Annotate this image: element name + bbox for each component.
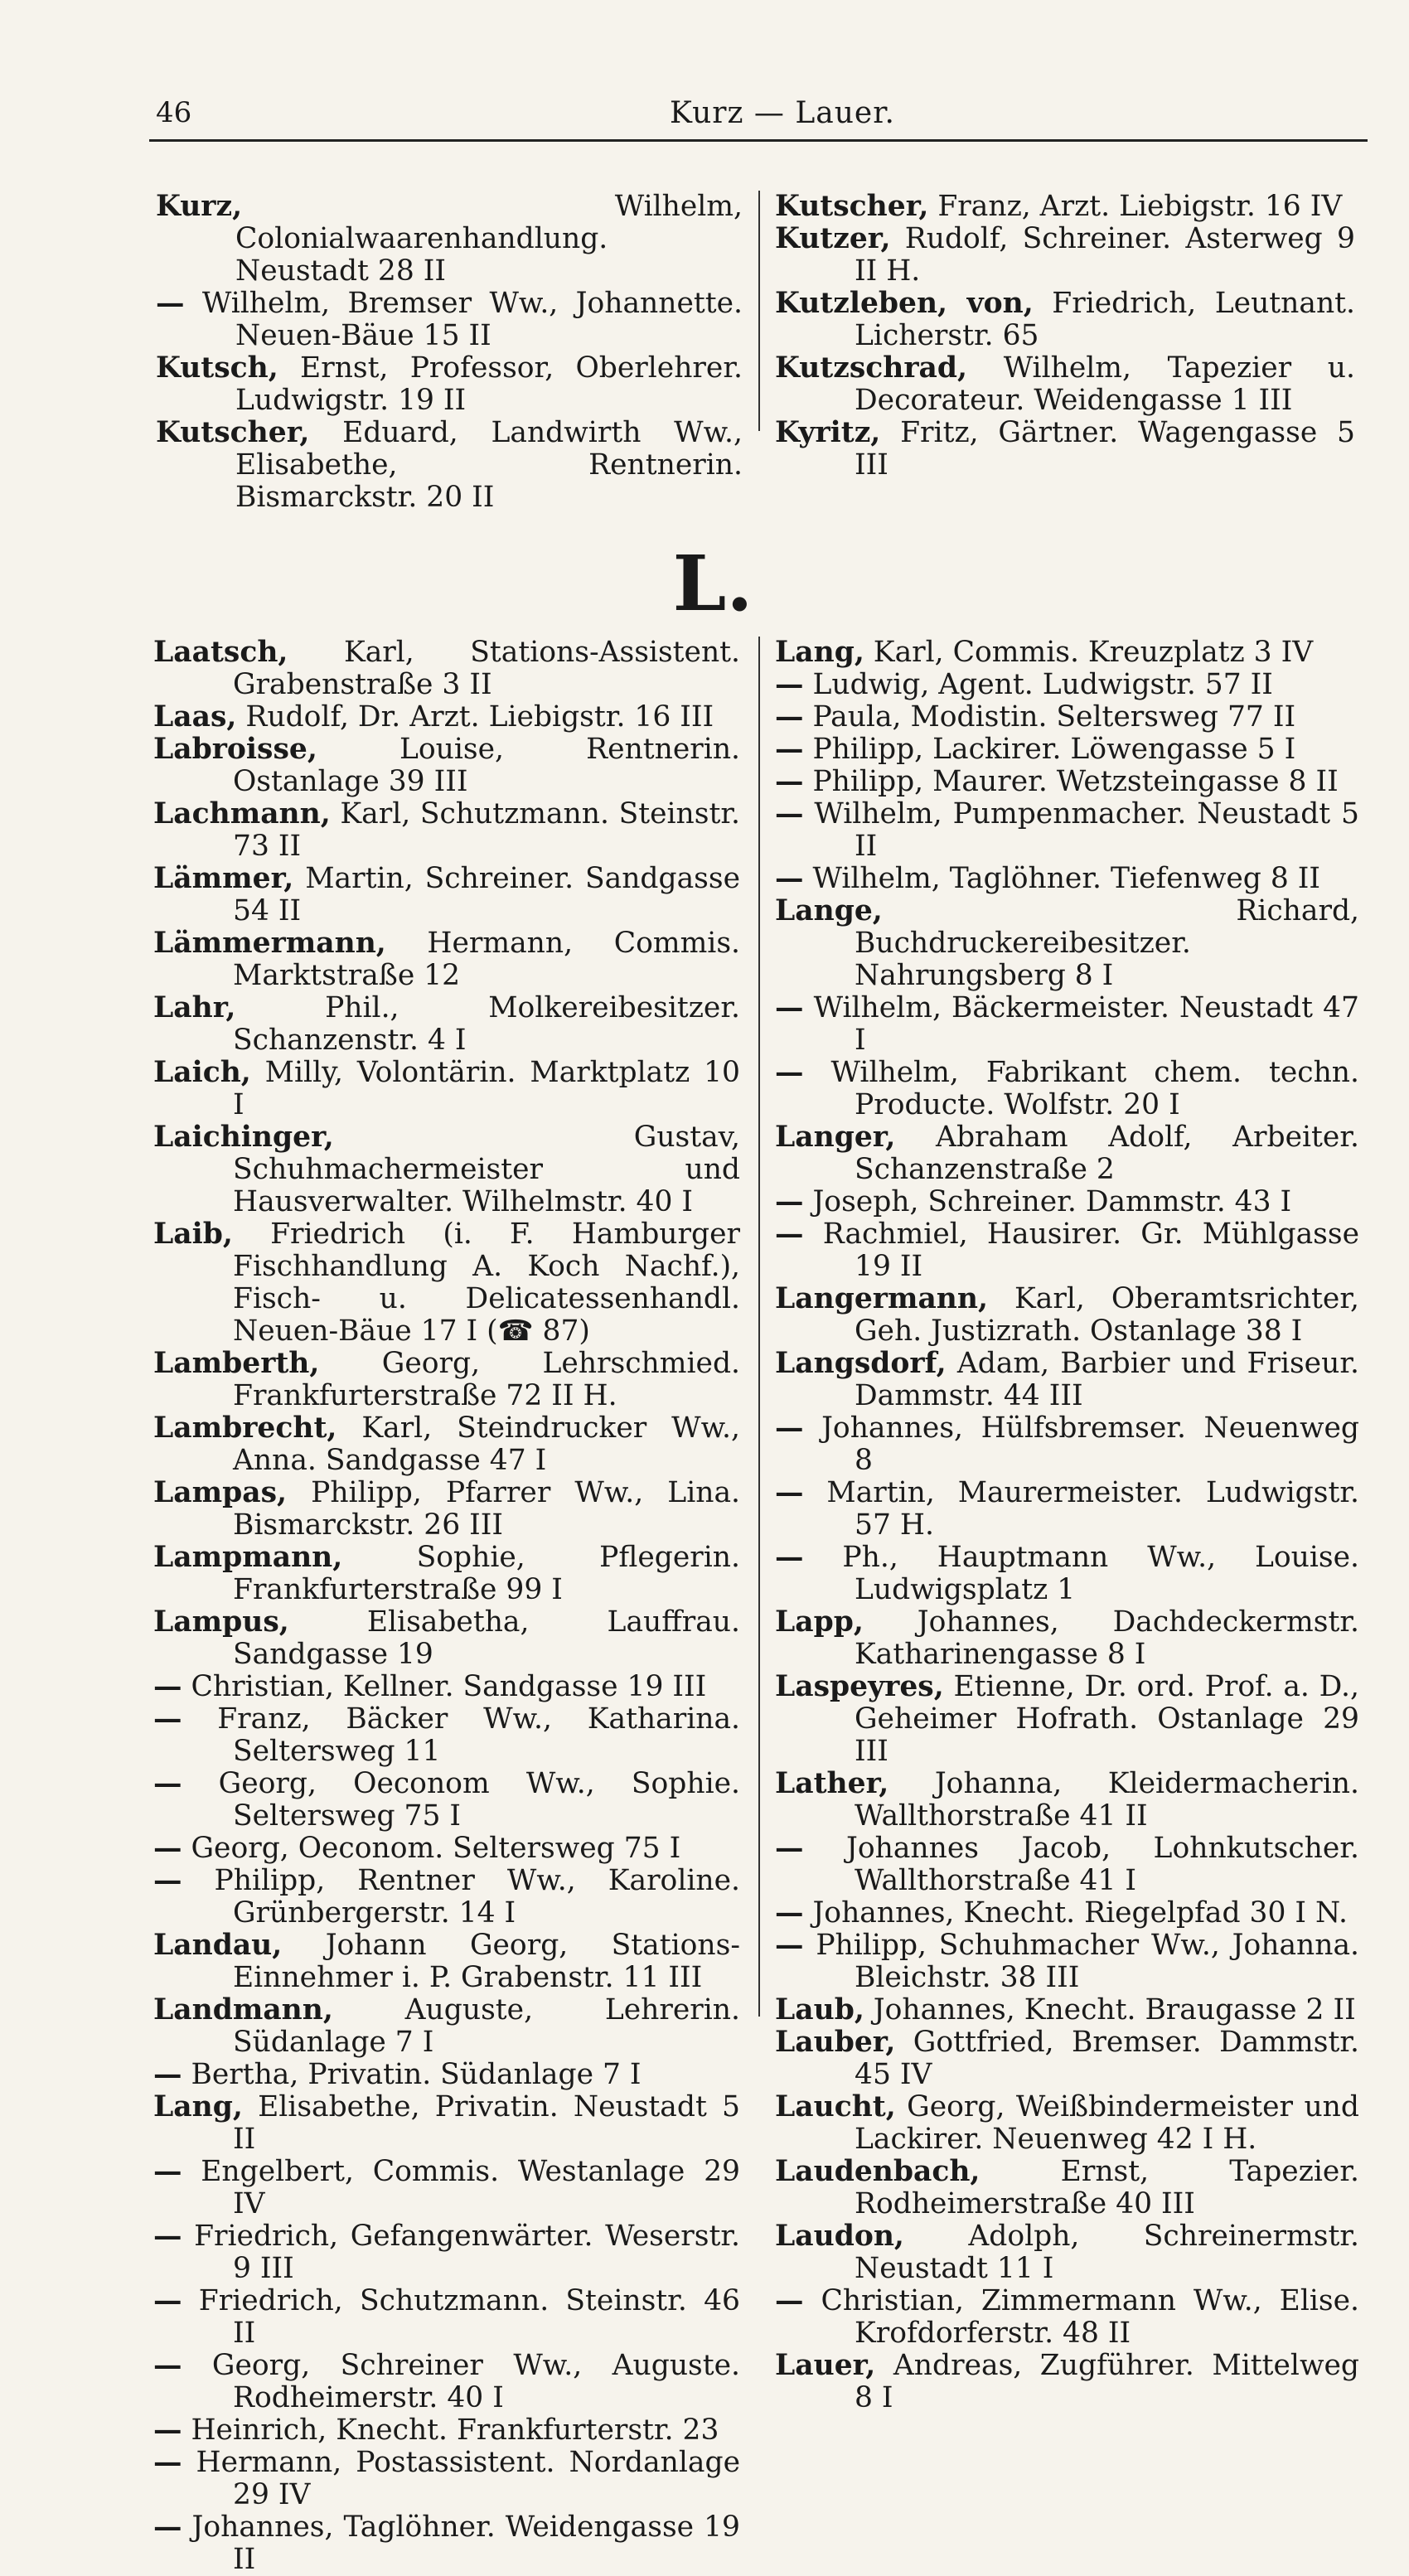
- directory-entry: [156, 352, 743, 417]
- entry-name: —: [153, 2414, 182, 2447]
- entry-name: Lang,: [153, 2090, 243, 2123]
- entry-details: Friedrich, Leutnant. Licherstr. 65: [855, 287, 1355, 352]
- entry-details: Etienne, Dr. ord. Prof. a. D., Geheimer Hofrath. Ostanlage 29 III: [855, 1670, 1359, 1768]
- entry-details: Sophie, Pflegerin. Frankfurterstraße 99 I: [233, 1541, 740, 1606]
- entry-name: Kutzer,: [775, 222, 891, 255]
- directory-entry: [775, 1218, 1359, 1283]
- entry-name: —: [775, 700, 804, 734]
- directory-entry: [775, 1412, 1359, 1477]
- entry-name: Laas,: [153, 700, 237, 734]
- entry-name: —: [153, 2446, 182, 2479]
- directory-entry: [153, 992, 740, 1057]
- entry-details: Philipp, Maurer. Wetzsteingasse 8 II: [803, 765, 1339, 798]
- entry-details: Eduard, Landwirth Ww., Elisabethe, Rentnerin. Bismarckstr. 20 II: [235, 416, 743, 514]
- directory-entry: [775, 895, 1359, 992]
- entry-details: Johannes, Knecht. Braugasse 2 II: [864, 1993, 1356, 2026]
- page-number: 46: [156, 96, 192, 129]
- entry-details: Hermann, Commis. Marktstraße 12: [233, 927, 740, 992]
- directory-entry: [153, 1768, 740, 1833]
- directory-entry: [153, 734, 740, 798]
- entry-name: —: [153, 2284, 182, 2317]
- column-top-left: [156, 191, 743, 514]
- directory-entry: [775, 701, 1359, 734]
- directory-entry: [153, 2285, 740, 2350]
- entry-details: Wilhelm, Bäckermeister. Neustadt 47 I: [803, 991, 1359, 1057]
- entry-name: Laatsch,: [153, 636, 288, 669]
- entry-name: Kurz,: [156, 190, 243, 223]
- entry-name: —: [153, 1767, 182, 1800]
- entry-details: Johannes, Hülfsbremser. Neuenweg 8: [803, 1411, 1359, 1477]
- entry-name: —: [153, 2511, 182, 2544]
- entry-details: Rudolf, Dr. Arzt. Liebigstr. 16 III: [236, 700, 714, 734]
- entry-name: —: [153, 1702, 182, 1736]
- entry-name: —: [775, 1476, 804, 1509]
- directory-entry: [153, 1057, 740, 1121]
- directory-entry: [775, 1348, 1359, 1412]
- entry-name: —: [775, 733, 804, 766]
- entry-details: Friedrich, Gefangenwärter. Weserstr. 9 III: [182, 2220, 740, 2285]
- entry-details: Franz, Bäcker Ww., Katharina. Seltersweg 11: [182, 1702, 740, 1768]
- directory-entry: [153, 2091, 740, 2156]
- directory-entry: [775, 1121, 1359, 1186]
- directory-entry: [156, 417, 743, 514]
- entry-details: Bertha, Privatin. Südanlage 7 I: [182, 2058, 642, 2091]
- entry-details: Auguste, Lehrerin. Südanlage 7 I: [233, 1993, 740, 2059]
- directory-entry: [153, 798, 740, 863]
- entry-name: Laucht,: [775, 2090, 896, 2123]
- column-bottom-left: [153, 637, 740, 2576]
- directory-entry: [775, 191, 1355, 223]
- directory-entry: [775, 2285, 1359, 2350]
- directory-entry: [153, 701, 740, 734]
- directory-entry: [775, 1671, 1359, 1768]
- entry-name: Lämmer,: [153, 862, 294, 895]
- directory-entry: [153, 637, 740, 701]
- entry-details: Hermann, Postassistent. Nordanlage 29 IV: [182, 2446, 740, 2511]
- directory-entry: [153, 2414, 740, 2447]
- directory-entry: [775, 1994, 1359, 2026]
- directory-entry: [775, 1833, 1359, 1897]
- entry-name: —: [153, 2058, 182, 2091]
- entry-name: —: [775, 765, 804, 798]
- directory-entry: [156, 288, 743, 352]
- directory-entry: [775, 1930, 1359, 1994]
- entry-name: Lang,: [775, 636, 864, 669]
- directory-entry: [153, 927, 740, 992]
- entry-details: Gottfried, Bremser. Dammstr. 45 IV: [855, 2026, 1359, 2091]
- column-bottom-right: [775, 637, 1359, 2414]
- directory-entry: [153, 2059, 740, 2091]
- directory-entry: [153, 1865, 740, 1930]
- entry-name: Langsdorf,: [775, 1347, 947, 1380]
- entry-details: Karl, Steindrucker Ww., Anna. Sandgasse 47 I: [233, 1411, 740, 1477]
- entry-details: Milly, Volontärin. Marktplatz 10 I: [233, 1056, 740, 1121]
- directory-entry: [153, 1833, 740, 1865]
- directory-entry: [775, 1768, 1359, 1833]
- entry-name: Labroisse,: [153, 733, 317, 766]
- entry-details: Franz, Arzt. Liebigstr. 16 IV: [928, 190, 1343, 223]
- entry-name: Kutscher,: [156, 416, 310, 449]
- entry-name: Lambrecht,: [153, 1411, 337, 1445]
- directory-entry: [775, 223, 1355, 288]
- entry-details: Johannes, Taglöhner. Weidengasse 19 II: [182, 2511, 740, 2576]
- directory-entry: [153, 1542, 740, 1606]
- entry-details: Philipp, Lackirer. Löwengasse 5 I: [803, 733, 1296, 766]
- entry-name: Kutsch,: [156, 351, 278, 385]
- entry-name: —: [153, 2220, 182, 2253]
- entry-name: —: [775, 1056, 804, 1089]
- directory-entry: [153, 1930, 740, 1994]
- entry-name: Landau,: [153, 1929, 283, 1962]
- directory-entry: [775, 2220, 1359, 2285]
- entry-details: Elisabethe, Privatin. Neustadt 5 II: [233, 2090, 740, 2156]
- entry-name: —: [775, 1896, 804, 1930]
- entry-name: Langer,: [775, 1121, 896, 1154]
- entry-details: Wilhelm, Fabrikant chem. techn. Producte. Wolfstr. 20 I: [803, 1056, 1359, 1121]
- entry-name: —: [775, 1541, 804, 1574]
- entry-details: Wilhelm, Bremser Ww., Johannette. Neuen-Bäue 15 II: [184, 287, 743, 352]
- entry-name: Lampas,: [153, 1476, 288, 1509]
- entry-name: Laub,: [775, 1993, 864, 2026]
- entry-details: Christian, Kellner. Sandgasse 19 III: [182, 1670, 707, 1703]
- entry-details: Louise, Rentnerin. Ostanlage 39 III: [233, 733, 740, 798]
- entry-details: Johanna, Kleidermacherin. Wallthorstraße 41 II: [855, 1767, 1359, 1833]
- entry-name: Laichinger,: [153, 1121, 334, 1154]
- entry-name: Lampmann,: [153, 1541, 343, 1574]
- entry-details: Georg, Schreiner Ww., Auguste. Rodheimerstr. 40 I: [182, 2349, 740, 2414]
- entry-details: Karl, Commis. Kreuzplatz 3 IV: [864, 636, 1314, 669]
- entry-name: Laich,: [153, 1056, 251, 1089]
- directory-entry: [153, 1671, 740, 1703]
- entry-name: Kutzschrad,: [775, 351, 968, 385]
- entry-name: —: [775, 797, 804, 830]
- entry-details: Rachmiel, Hausirer. Gr. Mühlgasse 19 II: [803, 1218, 1359, 1283]
- entry-details: Phil., Molkereibesitzer. Schanzenstr. 4 I: [233, 991, 740, 1057]
- directory-entry: [775, 637, 1359, 669]
- entry-details: Elisabetha, Lauffrau. Sandgasse 19: [233, 1605, 740, 1671]
- entry-details: Rudolf, Schreiner. Asterweg 9 II H.: [855, 222, 1355, 288]
- directory-entry: [153, 2220, 740, 2285]
- entry-name: Langermann,: [775, 1282, 988, 1315]
- entry-details: Karl, Oberamtsrichter, Geh. Justizrath. Ostanlage 38 I: [855, 1282, 1359, 1348]
- entry-details: Philipp, Schuhmacher Ww., Johanna. Bleichstr. 38 III: [803, 1929, 1359, 1994]
- entry-name: Laspeyres,: [775, 1670, 944, 1703]
- entry-name: —: [775, 862, 804, 895]
- directory-entry: [153, 2156, 740, 2220]
- entry-name: Lange,: [775, 894, 883, 927]
- directory-entry: [775, 1477, 1359, 1542]
- directory-entry: [153, 1412, 740, 1477]
- directory-entry: [775, 288, 1355, 352]
- entry-details: Christian, Zimmermann Ww., Elise. Krofdorferstr. 48 II: [803, 2284, 1359, 2350]
- entry-details: Philipp, Rentner Ww., Karoline. Grünbergerstr. 14 I: [182, 1864, 740, 1930]
- entry-details: Heinrich, Knecht. Frankfurterstr. 23: [182, 2414, 719, 2447]
- directory-entry: [153, 1994, 740, 2059]
- entry-details: Martin, Schreiner. Sandgasse 54 II: [233, 862, 740, 927]
- entry-details: Wilhelm, Taglöhner. Tiefenweg 8 II: [803, 862, 1321, 895]
- entry-name: —: [775, 1832, 804, 1865]
- directory-entry: [775, 2156, 1359, 2220]
- directory-entry: [775, 669, 1359, 701]
- entry-details: Joseph, Schreiner. Dammstr. 43 I: [803, 1185, 1292, 1218]
- entry-name: Lather,: [775, 1767, 889, 1800]
- entry-name: —: [775, 1929, 804, 1962]
- entry-details: Paula, Modistin. Seltersweg 77 II: [803, 700, 1296, 734]
- entry-details: Georg, Oeconom Ww., Sophie. Seltersweg 75 I: [182, 1767, 740, 1833]
- entry-name: Laudon,: [775, 2220, 904, 2253]
- directory-entry: [153, 2350, 740, 2414]
- entry-name: Kutscher,: [775, 190, 929, 223]
- entry-name: Lapp,: [775, 1605, 864, 1639]
- directory-entry: [775, 863, 1359, 895]
- entry-name: —: [153, 1670, 182, 1703]
- entry-details: Richard, Buchdruckereibesitzer. Nahrungsberg 8 I: [855, 894, 1359, 992]
- entry-details: Georg, Lehrschmied. Frankfurterstraße 72 II H.: [233, 1347, 740, 1412]
- directory-entry: [775, 734, 1359, 766]
- entry-name: Laib,: [153, 1218, 233, 1251]
- entry-details: Abraham Adolf, Arbeiter. Schanzenstraße 2: [855, 1121, 1359, 1186]
- column-divider-bottom: [758, 637, 760, 2017]
- directory-entry: [775, 1057, 1359, 1121]
- entry-details: Johann Georg, Stations-Einnehmer i. P. Grabenstr. 11 III: [233, 1929, 740, 1994]
- entry-details: Ph., Hauptmann Ww., Louise. Ludwigsplatz 1: [803, 1541, 1359, 1606]
- entry-details: Ernst, Tapezier. Rodheimerstraße 40 III: [855, 2155, 1359, 2220]
- entry-details: Martin, Maurermeister. Ludwigstr. 57 H.: [803, 1476, 1359, 1542]
- directory-entry: [775, 992, 1359, 1057]
- directory-entry: [775, 2350, 1359, 2414]
- entry-name: Landmann,: [153, 1993, 333, 2026]
- directory-entry: [775, 798, 1359, 863]
- directory-entry: [153, 1477, 740, 1542]
- entry-details: Karl, Stations-Assistent. Grabenstraße 3 II: [233, 636, 740, 701]
- entry-name: —: [775, 1411, 804, 1445]
- directory-entry: [775, 352, 1355, 417]
- entry-details: Karl, Schutzmann. Steinstr. 73 II: [233, 797, 740, 863]
- entry-name: Lämmermann,: [153, 927, 386, 960]
- entry-name: —: [153, 2155, 182, 2188]
- entry-name: —: [775, 991, 804, 1024]
- entry-details: Friedrich, Schutzmann. Steinstr. 46 II: [182, 2284, 740, 2350]
- header-rule: [149, 139, 1368, 142]
- entry-name: —: [156, 287, 185, 320]
- entry-details: Ludwig, Agent. Ludwigstr. 57 II: [803, 668, 1273, 701]
- entry-name: —: [775, 1218, 804, 1251]
- entry-name: Kyritz,: [775, 416, 881, 449]
- entry-name: —: [775, 668, 804, 701]
- entry-details: Adam, Barbier und Friseur. Dammstr. 44 III: [855, 1347, 1359, 1412]
- entry-details: Johannes Jacob, Lohnkutscher. Wallthorstraße 41 I: [803, 1832, 1359, 1897]
- column-top-right: [775, 191, 1355, 482]
- section-letter: L.: [672, 539, 753, 628]
- entry-details: Wilhelm, Tapezier u. Decorateur. Weidengasse 1 III: [855, 351, 1355, 417]
- entry-name: Lamberth,: [153, 1347, 320, 1380]
- entry-name: Lauer,: [775, 2349, 876, 2382]
- entry-details: Friedrich (i. F. Hamburger Fischhandlung A. Koch Nachf.), Fisch- u. Delicatessenhandl. Neuen-Bäue 17 I (☎ 87): [232, 1218, 740, 1348]
- directory-entry: [153, 1348, 740, 1412]
- entry-name: —: [153, 1832, 182, 1865]
- entry-details: Wilhelm, Colonialwaarenhandlung. Neustadt 28 II: [235, 190, 743, 288]
- directory-entry: [153, 863, 740, 927]
- entry-name: —: [775, 1185, 804, 1218]
- column-divider-top: [758, 191, 760, 431]
- entry-details: Gustav, Schuhmachermeister und Hausverwalter. Wilhelmstr. 40 I: [233, 1121, 740, 1218]
- entry-details: Johannes, Knecht. Riegelpfad 30 I N.: [803, 1896, 1348, 1930]
- directory-entry: [156, 191, 743, 288]
- entry-details: Engelbert, Commis. Westanlage 29 IV: [182, 2155, 740, 2220]
- entry-name: —: [153, 1864, 182, 1897]
- entry-details: Adolph, Schreinermstr. Neustadt 11 I: [855, 2220, 1359, 2285]
- entry-name: —: [775, 2284, 804, 2317]
- directory-entry: [775, 2091, 1359, 2156]
- directory-entry: [153, 2511, 740, 2576]
- directory-entry: [153, 1606, 740, 1671]
- entry-name: Lampus,: [153, 1605, 289, 1639]
- entry-details: Georg, Oeconom. Seltersweg 75 I: [182, 1832, 681, 1865]
- page-header: [156, 90, 1358, 139]
- entry-details: Andreas, Zugführer. Mittelweg 8 I: [855, 2349, 1359, 2414]
- entry-name: Laudenbach,: [775, 2155, 980, 2188]
- directory-entry: [775, 2026, 1359, 2091]
- entry-details: Georg, Weißbindermeister und Lackirer. Neuenweg 42 I H.: [855, 2090, 1359, 2156]
- directory-entry: [775, 1283, 1359, 1348]
- directory-entry: [775, 1542, 1359, 1606]
- entry-name: Kutzleben, von,: [775, 287, 1034, 320]
- entry-details: Johannes, Dachdeckermstr. Katharinengasse 8 I: [855, 1605, 1359, 1671]
- entry-name: Lachmann,: [153, 797, 331, 830]
- entry-details: Philipp, Pfarrer Ww., Lina. Bismarckstr. 26 III: [233, 1476, 740, 1542]
- entry-name: Lahr,: [153, 991, 236, 1024]
- entry-details: Ernst, Professor, Oberlehrer. Ludwigstr. 19 II: [235, 351, 743, 417]
- directory-entry: [153, 1218, 740, 1348]
- entry-name: Lauber,: [775, 2026, 896, 2059]
- directory-entry: [153, 1703, 740, 1768]
- directory-entry: [153, 2447, 740, 2511]
- entry-details: Fritz, Gärtner. Wagengasse 5 III: [855, 416, 1355, 482]
- directory-entry: [775, 417, 1355, 482]
- directory-entry: [775, 1606, 1359, 1671]
- entry-details: Wilhelm, Pumpenmacher. Neustadt 5 II: [803, 797, 1359, 863]
- running-head: Kurz — Lauer.: [670, 96, 895, 130]
- directory-entry: [153, 1121, 740, 1218]
- entry-name: —: [153, 2349, 182, 2382]
- directory-entry: [775, 1186, 1359, 1218]
- directory-entry: [775, 766, 1359, 798]
- directory-entry: [775, 1897, 1359, 1930]
